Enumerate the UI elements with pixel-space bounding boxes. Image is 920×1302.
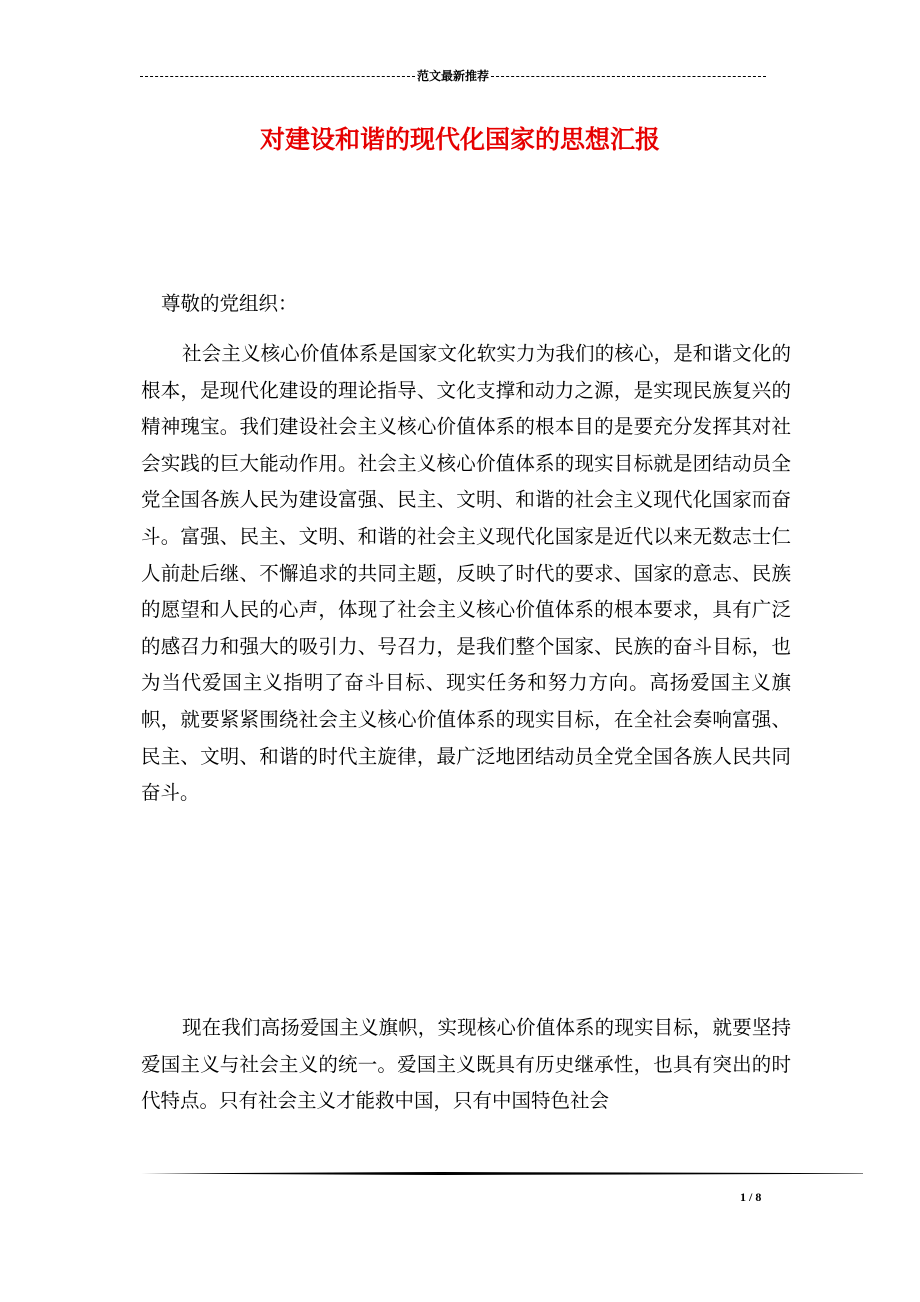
header-dash-right [491,76,766,77]
document-title: 对建设和谐的现代化国家的思想汇报 [259,125,660,154]
header-dash-left [140,76,415,77]
page-number: 1 / 8 [740,1190,762,1204]
page-header [140,68,766,84]
header-label: 范文最新推荐 [417,69,490,83]
footer-rule [141,1172,863,1175]
paragraph-1: 社会主义核心价值体系是国家文化软实力为我们的核心，是和谐文化的根本，是现代化建设的理论指导、文化支撑和动力之源，是实现民族复兴的精神瑰宝。我们建设社会主义核心价值体系的根本目的是要充分发挥其对社会实践的巨大能动作用。社会主义核心价值体系的现实目标就是团结动员全党全国各族人民为建设富强、民主、文明、和谐的社会主义现代化国家而奋斗。富强、民主、文明、和谐的社会主义现代化国家是近代以来无数志士仁人前赴后继、不懈追求的共同主题，反映了时代的要求、国家的意志、民族的愿望和人民的心声，体现了社会主义核心价值体系的根本要求，具有广泛的感召力和强大的吸引力、号召力，是我们整个国家、民族的奋斗目标，也为当代爱国主义指明了奋斗目标、现实任务和努力方向。高扬爱国主义旗帜，就要紧紧围绕社会主义核心价值体系的现实目标，在全社会奏响富强、民主、文明、和谐的时代主旋律，最广泛地团结动员全党全国各族人民共同奋斗。 [141,342,791,805]
greeting: 尊敬的党组织： [161,292,298,315]
paragraph-2: 现在我们高扬爱国主义旗帜，实现核心价值体系的现实目标，就要坚持爱国主义与社会主义的统一。爱国主义既具有历史继承性，也具有突出的时代特点。只有社会主义才能救中国，只有中国特色社会 [141,1016,791,1113]
